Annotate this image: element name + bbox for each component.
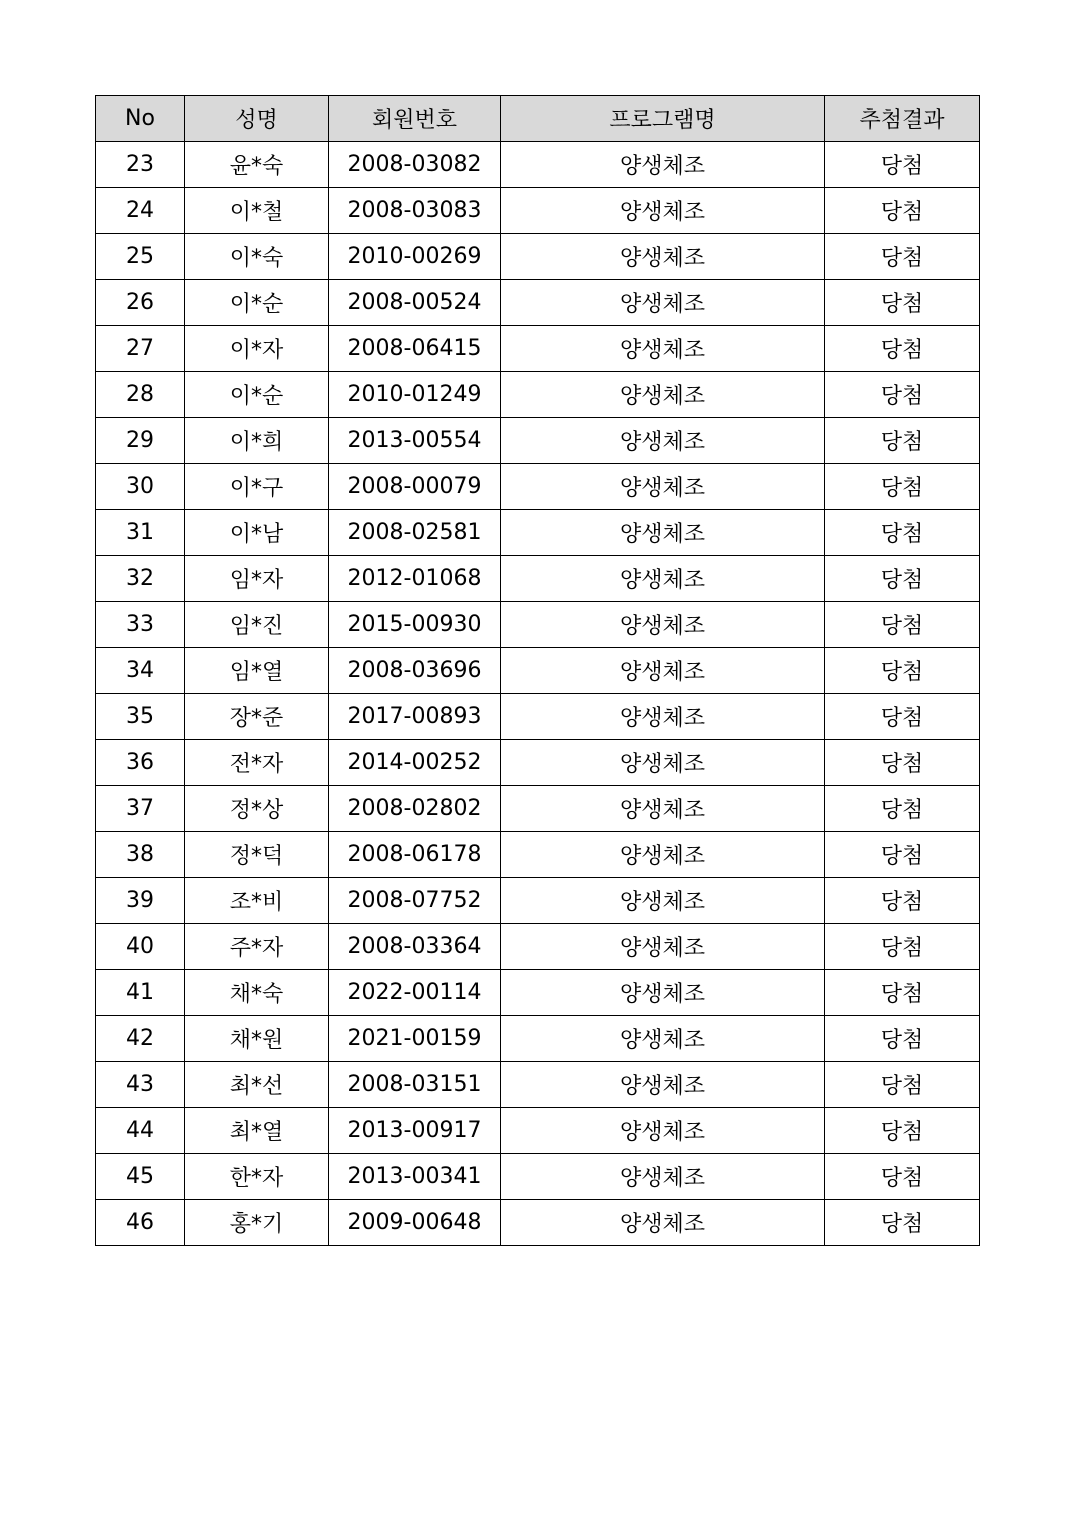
table-row xyxy=(96,602,980,648)
cell-no: 36 xyxy=(96,740,185,786)
table-row xyxy=(96,1016,980,1062)
cell-no: 27 xyxy=(96,326,185,372)
header-result: 추첨결과 xyxy=(825,96,980,142)
cell-no: 28 xyxy=(96,372,185,418)
cell-no: 29 xyxy=(96,418,185,464)
cell-program: 양생체조 xyxy=(501,786,825,832)
cell-member-id: 2008-07752 xyxy=(329,878,501,924)
table-row xyxy=(96,694,980,740)
table-row xyxy=(96,142,980,188)
table-row xyxy=(96,418,980,464)
cell-name: 전*자 xyxy=(185,740,329,786)
cell-result: 당첨 xyxy=(825,234,980,280)
table-row xyxy=(96,510,980,556)
table-row xyxy=(96,786,980,832)
cell-result: 당첨 xyxy=(825,326,980,372)
cell-member-id: 2022-00114 xyxy=(329,970,501,1016)
cell-program: 양생체조 xyxy=(501,1016,825,1062)
cell-no: 31 xyxy=(96,510,185,556)
cell-program: 양생체조 xyxy=(501,878,825,924)
table-row xyxy=(96,464,980,510)
cell-member-id: 2017-00893 xyxy=(329,694,501,740)
cell-member-id: 2013-00554 xyxy=(329,418,501,464)
cell-name: 최*선 xyxy=(185,1062,329,1108)
table-row xyxy=(96,648,980,694)
cell-no: 25 xyxy=(96,234,185,280)
cell-no: 38 xyxy=(96,832,185,878)
cell-program: 양생체조 xyxy=(501,1154,825,1200)
cell-name: 정*덕 xyxy=(185,832,329,878)
cell-no: 44 xyxy=(96,1108,185,1154)
cell-program: 양생체조 xyxy=(501,1062,825,1108)
cell-program: 양생체조 xyxy=(501,1200,825,1246)
cell-member-id: 2010-00269 xyxy=(329,234,501,280)
cell-result: 당첨 xyxy=(825,1062,980,1108)
cell-no: 24 xyxy=(96,188,185,234)
cell-result: 당첨 xyxy=(825,970,980,1016)
header-name: 성명 xyxy=(185,96,329,142)
cell-name: 임*진 xyxy=(185,602,329,648)
cell-program: 양생체조 xyxy=(501,556,825,602)
table-row xyxy=(96,1200,980,1246)
cell-member-id: 2008-03083 xyxy=(329,188,501,234)
table-row xyxy=(96,326,980,372)
cell-no: 39 xyxy=(96,878,185,924)
cell-no: 34 xyxy=(96,648,185,694)
cell-result: 당첨 xyxy=(825,786,980,832)
cell-name: 최*열 xyxy=(185,1108,329,1154)
cell-name: 이*자 xyxy=(185,326,329,372)
cell-name: 이*구 xyxy=(185,464,329,510)
cell-member-id: 2009-00648 xyxy=(329,1200,501,1246)
cell-member-id: 2008-02581 xyxy=(329,510,501,556)
table-row xyxy=(96,1154,980,1200)
table-row xyxy=(96,556,980,602)
cell-name: 이*순 xyxy=(185,372,329,418)
cell-result: 당첨 xyxy=(825,878,980,924)
cell-result: 당첨 xyxy=(825,1154,980,1200)
cell-name: 조*비 xyxy=(185,878,329,924)
cell-program: 양생체조 xyxy=(501,280,825,326)
cell-name: 정*상 xyxy=(185,786,329,832)
cell-result: 당첨 xyxy=(825,740,980,786)
cell-member-id: 2008-03151 xyxy=(329,1062,501,1108)
cell-name: 홍*기 xyxy=(185,1200,329,1246)
cell-name: 한*자 xyxy=(185,1154,329,1200)
cell-program: 양생체조 xyxy=(501,142,825,188)
cell-no: 26 xyxy=(96,280,185,326)
table-row xyxy=(96,1062,980,1108)
cell-program: 양생체조 xyxy=(501,694,825,740)
cell-member-id: 2008-03696 xyxy=(329,648,501,694)
cell-name: 이*순 xyxy=(185,280,329,326)
cell-name: 이*희 xyxy=(185,418,329,464)
lottery-results-table xyxy=(95,95,980,1246)
table-header xyxy=(96,96,980,142)
cell-member-id: 2008-06415 xyxy=(329,326,501,372)
cell-member-id: 2013-00341 xyxy=(329,1154,501,1200)
cell-result: 당첨 xyxy=(825,924,980,970)
cell-result: 당첨 xyxy=(825,142,980,188)
cell-no: 33 xyxy=(96,602,185,648)
cell-member-id: 2015-00930 xyxy=(329,602,501,648)
cell-no: 43 xyxy=(96,1062,185,1108)
cell-no: 32 xyxy=(96,556,185,602)
cell-no: 41 xyxy=(96,970,185,1016)
cell-program: 양생체조 xyxy=(501,326,825,372)
cell-no: 30 xyxy=(96,464,185,510)
cell-name: 채*숙 xyxy=(185,970,329,1016)
cell-program: 양생체조 xyxy=(501,234,825,280)
table-row xyxy=(96,234,980,280)
cell-result: 당첨 xyxy=(825,602,980,648)
table-row xyxy=(96,1108,980,1154)
cell-result: 당첨 xyxy=(825,556,980,602)
cell-member-id: 2021-00159 xyxy=(329,1016,501,1062)
header-no: No xyxy=(96,96,185,142)
table-row xyxy=(96,372,980,418)
cell-no: 35 xyxy=(96,694,185,740)
cell-member-id: 2008-06178 xyxy=(329,832,501,878)
header-row xyxy=(96,96,980,142)
cell-member-id: 2008-00524 xyxy=(329,280,501,326)
cell-program: 양생체조 xyxy=(501,740,825,786)
cell-no: 45 xyxy=(96,1154,185,1200)
cell-name: 윤*숙 xyxy=(185,142,329,188)
cell-no: 40 xyxy=(96,924,185,970)
cell-result: 당첨 xyxy=(825,832,980,878)
table-row xyxy=(96,188,980,234)
cell-result: 당첨 xyxy=(825,418,980,464)
header-member-id: 회원번호 xyxy=(329,96,501,142)
cell-result: 당첨 xyxy=(825,1108,980,1154)
cell-name: 장*준 xyxy=(185,694,329,740)
cell-program: 양생체조 xyxy=(501,1108,825,1154)
cell-program: 양생체조 xyxy=(501,510,825,556)
cell-result: 당첨 xyxy=(825,280,980,326)
cell-result: 당첨 xyxy=(825,510,980,556)
table-row xyxy=(96,740,980,786)
cell-program: 양생체조 xyxy=(501,924,825,970)
cell-program: 양생체조 xyxy=(501,648,825,694)
cell-result: 당첨 xyxy=(825,464,980,510)
cell-program: 양생체조 xyxy=(501,372,825,418)
cell-member-id: 2008-03364 xyxy=(329,924,501,970)
cell-name: 이*숙 xyxy=(185,234,329,280)
cell-program: 양생체조 xyxy=(501,602,825,648)
cell-program: 양생체조 xyxy=(501,464,825,510)
cell-no: 46 xyxy=(96,1200,185,1246)
cell-member-id: 2014-00252 xyxy=(329,740,501,786)
cell-no: 42 xyxy=(96,1016,185,1062)
cell-no: 37 xyxy=(96,786,185,832)
cell-name: 임*자 xyxy=(185,556,329,602)
cell-name: 임*열 xyxy=(185,648,329,694)
cell-name: 이*남 xyxy=(185,510,329,556)
cell-program: 양생체조 xyxy=(501,832,825,878)
cell-member-id: 2008-00079 xyxy=(329,464,501,510)
cell-result: 당첨 xyxy=(825,188,980,234)
cell-member-id: 2012-01068 xyxy=(329,556,501,602)
cell-program: 양생체조 xyxy=(501,970,825,1016)
cell-name: 이*철 xyxy=(185,188,329,234)
cell-member-id: 2010-01249 xyxy=(329,372,501,418)
table-row xyxy=(96,878,980,924)
cell-member-id: 2013-00917 xyxy=(329,1108,501,1154)
table-row xyxy=(96,970,980,1016)
cell-member-id: 2008-02802 xyxy=(329,786,501,832)
cell-name: 주*자 xyxy=(185,924,329,970)
cell-member-id: 2008-03082 xyxy=(329,142,501,188)
table-row xyxy=(96,832,980,878)
cell-result: 당첨 xyxy=(825,1200,980,1246)
cell-program: 양생체조 xyxy=(501,188,825,234)
table-row xyxy=(96,924,980,970)
cell-result: 당첨 xyxy=(825,694,980,740)
cell-result: 당첨 xyxy=(825,648,980,694)
cell-result: 당첨 xyxy=(825,1016,980,1062)
cell-name: 채*원 xyxy=(185,1016,329,1062)
cell-no: 23 xyxy=(96,142,185,188)
table-row xyxy=(96,280,980,326)
table-body xyxy=(96,142,980,1246)
header-program: 프로그램명 xyxy=(501,96,825,142)
cell-program: 양생체조 xyxy=(501,418,825,464)
cell-result: 당첨 xyxy=(825,372,980,418)
